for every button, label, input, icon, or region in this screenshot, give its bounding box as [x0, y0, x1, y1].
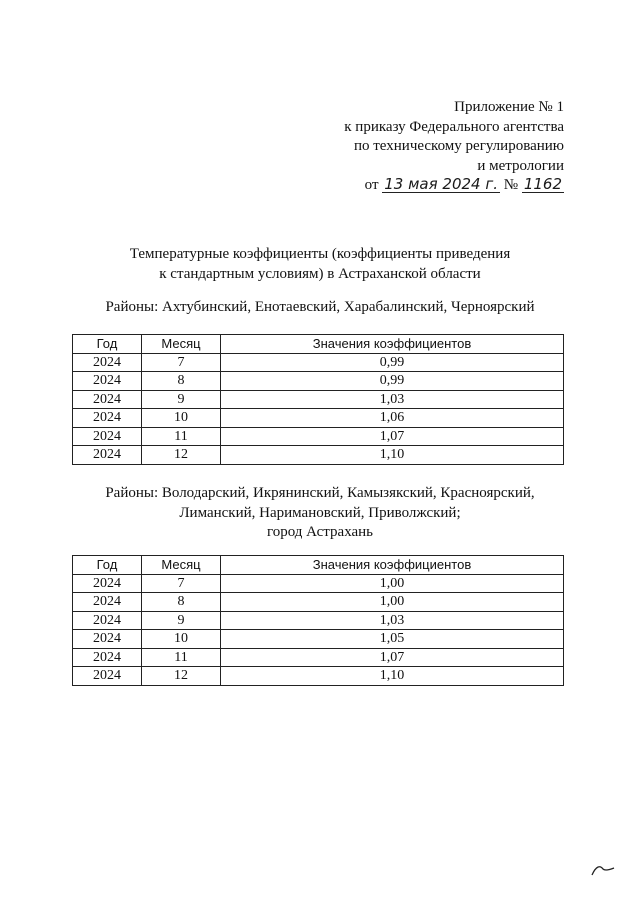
cell-month: 7 [142, 574, 221, 593]
districts-list-2-line-3: город Астрахань [266, 524, 374, 540]
column-header-month: Месяц [142, 335, 221, 354]
cell-value: 1,10 [221, 667, 564, 686]
cell-year: 2024 [73, 593, 142, 612]
cell-value: 1,05 [221, 630, 564, 649]
initials-mark [590, 862, 616, 878]
table-row [73, 372, 564, 391]
cell-value: 1,06 [221, 409, 564, 428]
coefficients-table-1 [72, 334, 564, 465]
cell-value: 1,00 [221, 593, 564, 612]
cell-value: 1,07 [221, 427, 564, 446]
appendix-header [344, 98, 564, 196]
table-row [73, 593, 564, 612]
cell-year: 2024 [73, 427, 142, 446]
cell-month: 9 [142, 611, 221, 630]
table-row [73, 353, 564, 372]
table-row [73, 446, 564, 465]
order-reference-line: к приказу Федерального агентства [344, 118, 564, 135]
column-header-year: Год [73, 556, 142, 575]
table-row [73, 409, 564, 428]
cell-value: 0,99 [221, 372, 564, 391]
districts-heading-2 [0, 484, 640, 543]
coefficients-table-2 [72, 555, 564, 686]
from-prefix: от [364, 177, 379, 193]
cell-year: 2024 [73, 372, 142, 391]
table-header-row [73, 556, 564, 575]
cell-month: 11 [142, 648, 221, 667]
districts-list-2-line-2: Лиманский, Наримановский, Приволжский; [179, 504, 461, 521]
title-line-1: Температурные коэффициенты (коэффициенты приведения [129, 246, 511, 262]
table-row [73, 611, 564, 630]
handwritten-number: 1162 [523, 175, 562, 193]
cell-month: 12 [142, 667, 221, 686]
document-title [0, 245, 640, 284]
column-header-values: Значения коэффициентов [221, 556, 564, 575]
handwritten-date: 13 мая 2024 г. [384, 175, 498, 193]
cell-year: 2024 [73, 611, 142, 630]
cell-year: 2024 [73, 353, 142, 372]
districts-heading-1 [0, 298, 640, 318]
cell-year: 2024 [73, 574, 142, 593]
cell-month: 9 [142, 390, 221, 409]
table-row [73, 648, 564, 667]
table-row [73, 630, 564, 649]
appendix-number: Приложение № 1 [454, 99, 564, 115]
cell-value: 1,03 [221, 611, 564, 630]
cell-month: 7 [142, 353, 221, 372]
order-date-number [344, 176, 564, 196]
cell-value: 1,03 [221, 390, 564, 409]
cell-value: 0,99 [221, 353, 564, 372]
table-header-row [73, 335, 564, 354]
column-header-values: Значения коэффициентов [221, 335, 564, 354]
cell-month: 10 [142, 409, 221, 428]
cell-year: 2024 [73, 409, 142, 428]
cell-month: 8 [142, 372, 221, 391]
title-line-2: к стандартным условиям) в Астраханской области [159, 265, 481, 282]
cell-year: 2024 [73, 630, 142, 649]
cell-year: 2024 [73, 446, 142, 465]
cell-value: 1,07 [221, 648, 564, 667]
cell-month: 11 [142, 427, 221, 446]
column-header-year: Год [73, 335, 142, 354]
column-header-month: Месяц [142, 556, 221, 575]
cell-month: 10 [142, 630, 221, 649]
table-row [73, 667, 564, 686]
cell-value: 1,00 [221, 574, 564, 593]
cell-year: 2024 [73, 390, 142, 409]
agency-line-end: и метрологии [477, 157, 564, 174]
number-prefix: № [503, 177, 519, 193]
cell-year: 2024 [73, 648, 142, 667]
cell-month: 12 [142, 446, 221, 465]
districts-list-2-line-1: Районы: Володарский, Икрянинский, Камызякский, Красноярский, [105, 485, 535, 501]
agency-line: по техническому регулированию [353, 138, 564, 154]
cell-year: 2024 [73, 667, 142, 686]
table-row [73, 574, 564, 593]
cell-value: 1,10 [221, 446, 564, 465]
districts-list-1: Районы: Ахтубинский, Енотаевский, Харабалинский, Черноярский [105, 299, 535, 315]
table-row [73, 427, 564, 446]
cell-month: 8 [142, 593, 221, 612]
table-row [73, 390, 564, 409]
